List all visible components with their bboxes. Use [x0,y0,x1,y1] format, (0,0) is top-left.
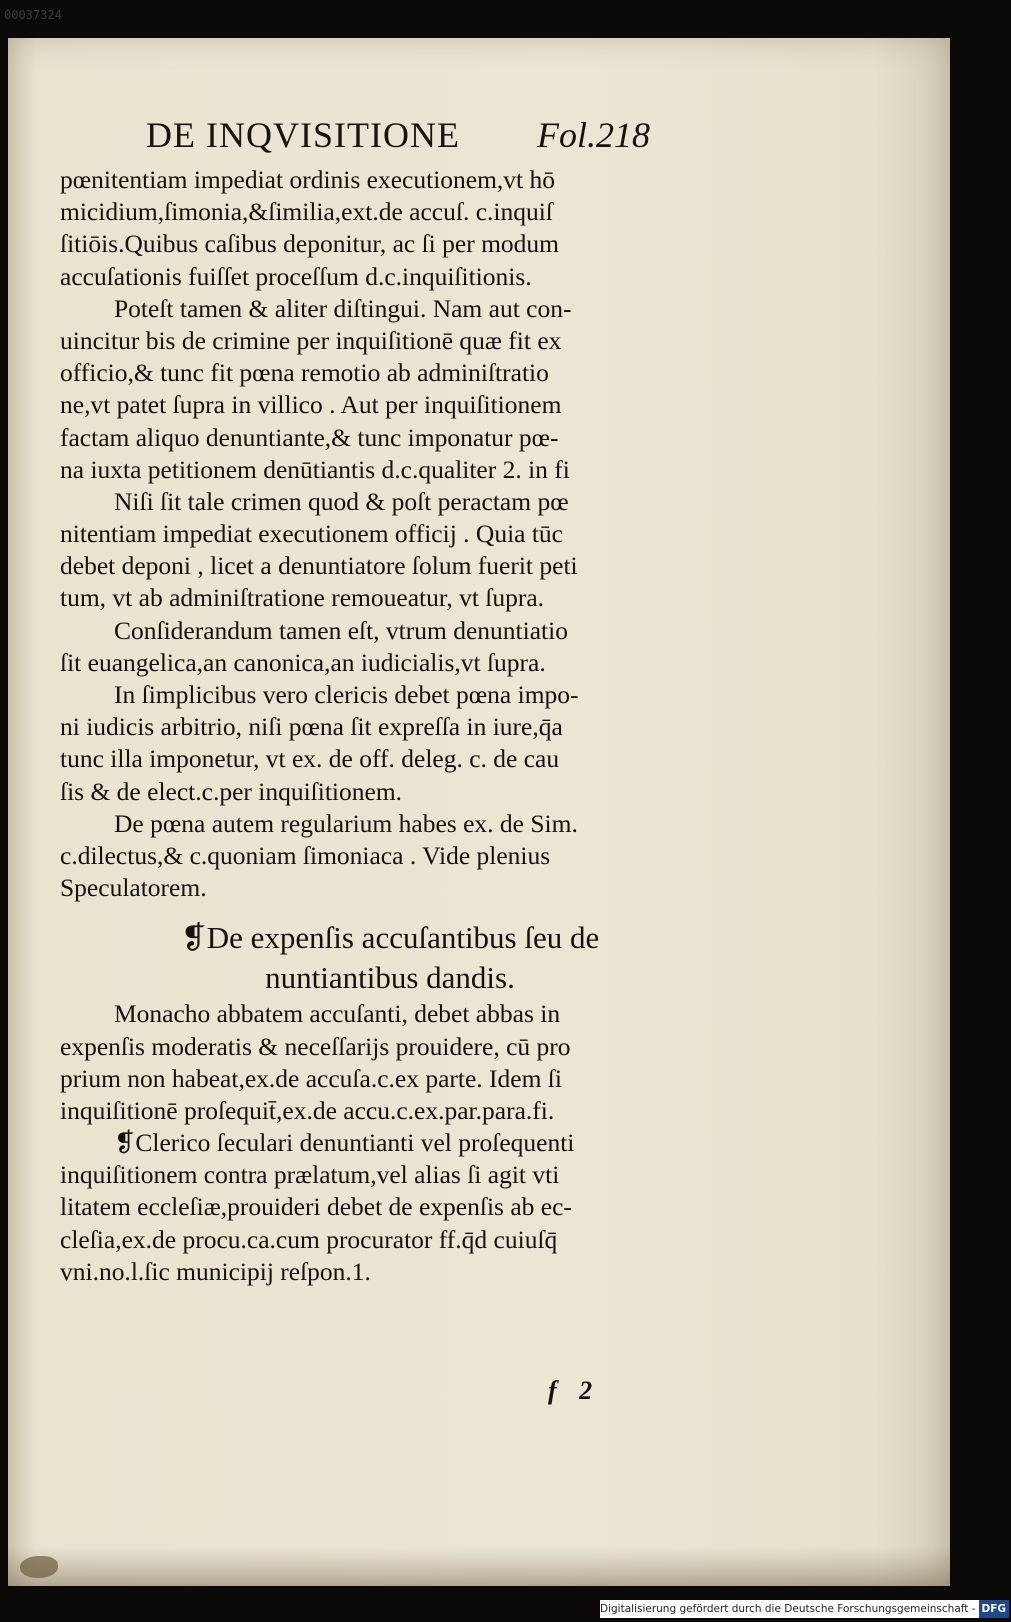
running-title: DE INQVISITIONE [146,115,460,155]
text-line: c.dilectus,& c.quoniam ſimoniaca . Vide plenius [60,840,551,870]
text-line: nitentiam impediat executionem officij . Quia tūc [60,519,564,549]
footer-text: Digitalisierung gefördert durch die Deutsche Forschungsgemeinschaft - [600,1603,976,1615]
text-line: tunc illa imponetur, vt ex. de off. deleg. c. de cau [60,744,560,774]
text-line: uincitur bis de crimine per inquiſitionē quæ fit ex [60,325,562,355]
running-header [138,114,658,158]
text-line: micidium,ſimonia,&ſimilia,ext.de accuſ. c.inquiſ [60,197,553,227]
paragraph-4 [60,615,720,679]
text-line: pœnitentiam impediat ordinis executionem,vt hō [60,165,556,194]
dfg-logo: DFG [979,1600,1010,1618]
text-line: na iuxta petitionem denūtiantis d.c.qualiter 2. in fi [60,454,570,484]
text-line: factam aliquo denuntiante,& tunc imponatur pœ- [60,422,559,452]
text-line: tum, vt ab adminiſtratione remoueatur, vt ſupra. [60,583,545,613]
signature-mark: f 2 [548,1376,601,1405]
text-line: accuſationis fuiſſet proceſſum d.c.inquiſitionis. [60,261,532,291]
text-line: ſitiōis.Quibus caſibus deponitur, ac ſi per modum [60,229,559,259]
paragraph-5 [60,679,720,808]
heading-line: ❡De expenſis accuſantibus ſeu de [180,920,600,956]
text-line: vni.no.l.ſic municipij reſpon.1. [60,1256,371,1286]
text-line: cleſia,ex.de procu.ca.cum procurator ff.q̄d cuiuſq̄ [60,1224,558,1254]
text-line: Monacho abbatem accuſanti, debet abbas in [114,999,561,1029]
paragraph-6 [60,808,720,905]
text-line: ni iudicis arbitrio, niſi pœna ſit expreſſa in iure,q̄a [60,712,563,742]
text-line: ne,vt patet ſupra in villico . Aut per inquiſitionem [60,390,562,420]
heading-line: nuntiantibus dandis. [265,960,515,996]
text-line: ſis & de elect.c.per inquiſitionem. [60,776,403,806]
folio-number: Fol.218 [537,115,650,155]
scan-id: 00037324 [4,8,62,22]
text-block [60,164,720,1288]
text-line: Niſi ſit tale crimen quod & poſt peractam pœ [114,486,569,516]
text-line: Conſiderandum tamen eſt, vtrum denuntiatio [114,615,568,645]
paragraph-7 [60,998,720,1127]
text-line: litatem eccleſiæ,prouideri debet de expenſis ab ec- [60,1192,572,1222]
text-line: In ſimplicibus vero clericis debet pœna impo- [114,680,579,709]
paragraph-3 [60,486,720,615]
digitization-footer [600,1600,1007,1618]
text-line: Speculatorem. [60,873,207,903]
text-line: debet deponi , licet a denuntiatore ſolum fuerit peti [60,551,578,581]
text-line: officio,& tunc fit pœna remotio ab adminiſtratio [60,358,549,388]
paragraph-2 [60,293,720,486]
text-line: ❡Clerico ſeculari denuntianti vel proſequenti [114,1128,575,1158]
text-line: inquiſitionē proſequit̄,ex.de accu.c.ex.par.para.fi. [60,1095,555,1125]
text-line: expenſis moderatis & neceſſarijs prouidere, cū pro [60,1031,571,1061]
book-page [8,38,950,1586]
section-heading [60,918,720,998]
library-stamp-icon [20,1556,58,1578]
text-line: Poteſt tamen & aliter diſtingui. Nam aut con- [114,293,572,323]
text-line: De pœna autem regularium habes ex. de Sim. [114,808,578,838]
paragraph-1 [60,164,720,293]
paragraph-8 [60,1127,720,1288]
text-line: ſit euangelica,an canonica,an iudicialis,vt ſupra. [60,647,546,677]
text-line: inquiſitionem contra prælatum,vel alias ſi agit vti [60,1160,560,1190]
text-line: prium non habeat,ex.de accuſa.c.ex parte. Idem ſi [60,1063,562,1093]
